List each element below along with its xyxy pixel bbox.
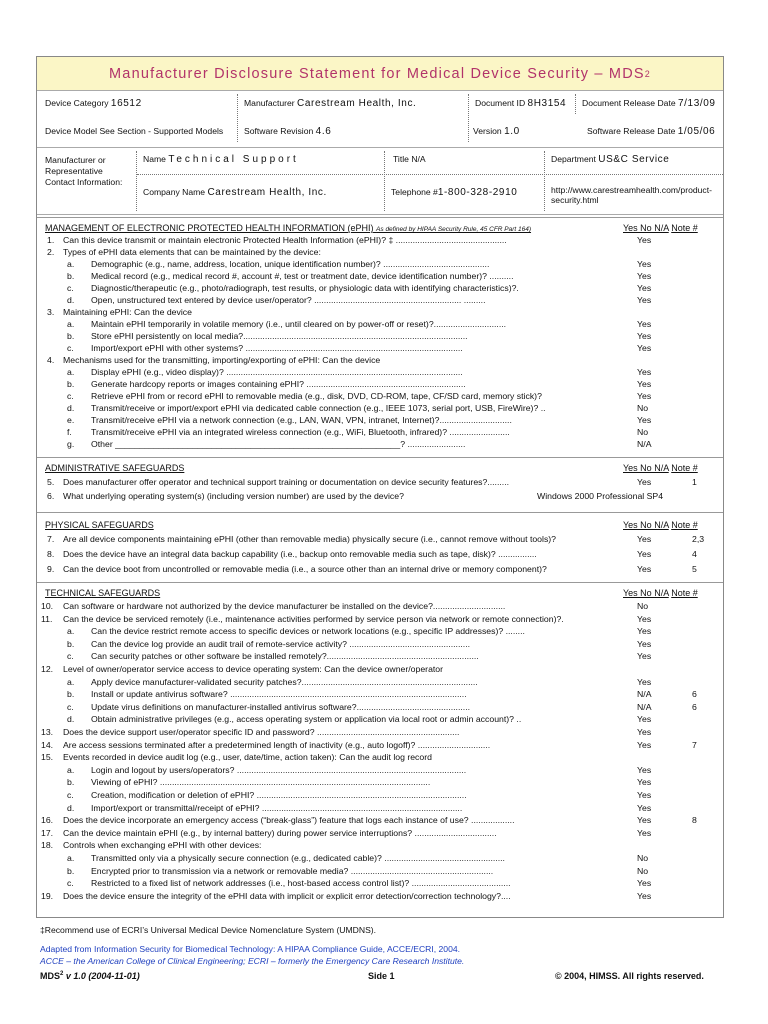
question-row [37,477,723,489]
question-number: 15. [41,752,54,763]
question-text: Level of owner/operator service access to device operating system: Can the device owner/operator [63,664,444,674]
answer-columns: Yes No N/A Note # [623,223,698,233]
question-number: 11. [41,613,53,624]
note-number: 8 [692,815,697,826]
divider [468,94,469,142]
question-row [37,367,723,379]
question-row [37,283,723,295]
question-row [37,403,723,415]
question-number: b. [67,271,75,281]
question-text: Can the device be serviced remotely (i.e., maintenance activities performed by service person via network or remote connection)?. [63,613,564,624]
note-number: 5 [692,564,697,574]
manufacturer: Manufacturer Carestream Health, Inc. [244,98,417,109]
question-number: 5. [47,477,55,487]
question-row [37,491,723,503]
answer-value: Yes [637,626,652,637]
question-row [37,815,723,827]
question-number: c. [67,391,74,401]
question-text: Mechanisms used for the transmitting, importing/exporting of ePHI: Can the device [63,355,381,365]
version: Version 1.0 [473,126,520,137]
answer-columns: Yes No N/A Note # [623,520,698,530]
answer-value: Yes [637,714,652,725]
section-heading: MANAGEMENT OF ELECTRONIC PROTECTED HEALTH INFORMATION (ePHI) As defined by HIPAA Security Rule, 45 CFR Part 164) [45,223,532,233]
question-number: c. [67,878,74,889]
question-row [37,828,723,840]
footer-page: Side 1 [368,971,395,981]
answer-value: Yes [637,727,652,737]
contact-block [37,147,723,215]
answer-value: Yes [637,259,652,269]
question-text: Open, unstructured text entered by device user/operator? ............................................................. ......... [91,295,486,305]
question-row [37,564,723,576]
question-row [37,601,723,613]
question-row [37,639,723,651]
question-number: b. [67,379,75,389]
question-text: What underlying operating system(s) (including version number) are used by the device? [63,491,404,501]
question-number: b. [67,331,75,341]
question-text: Import/export ePHI with other systems? .......................................................................................... [91,343,463,353]
answer-value: Yes [637,319,652,329]
question-number: d. [67,295,75,305]
question-row [37,307,723,319]
question-text: Apply device manufacturer-validated security patches?......................................................................... [91,676,478,687]
question-row [37,534,723,546]
question-row [37,247,723,259]
software-revision: Software Revision 4.6 [244,126,332,137]
question-row [37,626,723,638]
device-info-block [37,90,723,148]
question-row [37,549,723,561]
answer-value: N/A [637,689,652,700]
question-text: Viewing of ePHI? ................................................................................................................ [91,777,431,788]
question-text: Install or update antivirus software? .................................................................................................. [91,689,467,700]
question-row [37,427,723,439]
divider [544,151,545,211]
question-text: Can the device maintain ePHI (e.g., by internal battery) during power service interruptions? .................................. [63,827,497,838]
section-ephi [37,217,723,458]
question-text: Transmit/receive ePHI via an integrated wireless connection (e.g., WiFi, Bluetooth, infrared)? ......................... [91,427,510,437]
acronym-note: ACCE – the American College of Clinical Engineering; ECRI – formerly the Emergency Care Research Institute. [40,956,465,966]
question-row [37,853,723,865]
question-text: Types of ePHI data elements that can be maintained by the device: [63,247,321,257]
answer-value: No [637,403,649,413]
footer-version: MDS$^2$ v 1.0 (2004-11-01) [40,971,140,981]
answer-value: No [637,853,649,863]
section-heading: TECHNICAL SAFEGUARDS [45,588,161,598]
question-text: Display ePHI (e.g., video display)? .................................................................................................. [91,367,463,377]
question-number: 18. [41,840,54,851]
question-text: Does the device support user/operator specific ID and password? ........................................................... [63,727,460,737]
question-text: Maintain ePHI temporarily in volatile memory (i.e., until cleared on by power-off or reset)?.............................. [91,319,507,329]
question-text: Encrypted prior to transmission via a network or removable media? ........................................................... [91,865,494,876]
answer-value: Yes [637,777,652,788]
question-row [37,840,723,852]
question-text: Does the device ensure the integrity of the ePHI data with implicit or explicit error detection/correction technology?.... [63,890,511,901]
answer-value: Yes [637,271,652,281]
answer-value: N/A [637,439,652,449]
divider [384,151,385,211]
question-number: c. [67,343,74,353]
question-number: 12. [41,664,54,674]
question-number: 2. [47,247,55,257]
question-text: Are access sessions terminated after a predetermined length of inactivity (e.g., auto logoff)? .............................. [63,739,491,750]
question-text: Medical record (e.g., medical record #, account #, test or treatment date, device identification number)? .......... [91,271,514,281]
question-text: Generate hardcopy reports or images containing ePHI? .................................................................. [91,379,466,389]
answer-value: Yes [637,379,652,389]
answer-value: Yes [637,331,652,341]
question-row [37,765,723,777]
question-row [37,271,723,283]
question-row [37,727,723,739]
answer-columns: Yes No N/A Note # [623,588,698,598]
note-number: 1 [692,477,697,487]
question-row [37,702,723,714]
question-row [37,891,723,903]
question-number: c. [67,701,74,712]
answer-value: Yes [637,391,652,401]
question-number: c. [67,651,74,662]
question-row [37,259,723,271]
question-number: a. [67,367,75,377]
question-text: Transmitted only via a physically secure connection (e.g., dedicated cable)? .................................................. [91,853,505,863]
question-text: Transmit/receive or import/export ePHI via dedicated cable connection (e.g., IEEE 1073, serial port, USB, FireWire)? .. [91,403,546,413]
question-number: a. [67,319,75,329]
question-number: c. [67,283,74,293]
question-number: c. [67,790,74,800]
device-model: Device Model See Section - Supported Models [45,126,224,136]
question-text: Retrieve ePHI from or record ePHI to removable media (e.g., disk, DVD, CD-ROM, tape, CF/SD card, memory stick)? [91,391,542,401]
contact-title: Title N/A [393,154,426,164]
divider [575,94,576,114]
question-text: Login and logout by users/operators? ............................................................................................... [91,764,467,775]
question-number: d. [67,403,75,413]
question-number: f. [67,427,72,437]
question-text: Does manufacturer offer operator and technical support training or documentation on device security features?......... [63,477,510,487]
question-row [37,379,723,391]
question-text: Update virus definitions on manufacturer-installed antivirus software?............................................... [91,701,471,712]
question-number: g. [67,439,75,449]
question-number: 9. [47,564,55,574]
contact-label: Manufacturer or Representative Contact Information: [45,155,123,187]
question-text: Does the device incorporate an emergency access (“break-glass”) feature that logs each instance of use? .................. [63,815,515,826]
question-number: 10. [41,601,54,611]
answer-value: Yes [637,878,652,889]
adapted-from: Adapted from Information Security for Biomedical Technology: A HIPAA Compliance Guide, ACCE/ECRI, 2004. [40,944,461,954]
question-row [37,803,723,815]
footnote: ‡Recommend use of ECRI’s Universal Medical Device Nomenclature System (UMDNS). [40,925,377,935]
question-number: b. [67,638,75,649]
question-text: Import/export or transmittal/receipt of ePHI? ................................................................................... [91,802,463,813]
answer-value: Yes [637,367,652,377]
question-row [37,295,723,307]
question-row [37,777,723,789]
company-name: Company Name Carestream Health, Inc. [143,187,327,198]
question-number: d. [67,714,75,725]
footer-copyright: © 2004, HIMSS. All rights reserved. [555,971,704,981]
question-text: Does the device have an integral data backup capability (i.e., backup onto removable media such as tape, disk)? ................ [63,549,537,559]
question-number: b. [67,865,75,876]
question-number: a. [67,626,75,637]
question-text: Can software or hardware not authorized by the device manufacturer be installed on the device?.............................. [63,601,506,611]
answer-value: Yes [637,564,652,574]
question-row [37,790,723,802]
question-row [37,235,723,247]
question-text: Restricted to a fixed list of network addresses (i.e., host-based access control list)? ......................................... [91,878,511,889]
question-text: Can this device transmit or maintain electronic Protected Health Information (ePHI)? ‡ .............................................. [63,235,507,245]
note-number: 4 [692,549,697,559]
answer-value: N/A [637,701,652,712]
answer-value: Yes [637,549,652,559]
question-number: b. [67,777,75,788]
answer-columns: Yes No N/A Note # [623,463,698,473]
question-row [37,866,723,878]
question-text: Transmit/receive ePHI via a network connection (e.g., LAN, WAN, VPN, intranet, Internet)?.............................. [91,415,512,425]
question-row [37,415,723,427]
question-text: Can the device log provide an audit trail of remote-service activity? .................................................. [91,638,471,649]
answer-value: No [637,865,649,876]
question-row [37,677,723,689]
question-row [37,878,723,890]
question-number: a. [67,676,75,687]
question-number: 4. [47,355,55,365]
question-text: Other ___________________________________________________________? ........................ [91,439,466,449]
question-text: Controls when exchanging ePHI with other devices: [63,840,262,851]
question-row [37,752,723,764]
form-frame [36,56,724,918]
question-number: a. [67,259,75,269]
question-number: 16. [41,815,54,826]
question-row [37,319,723,331]
answer-value: Yes [637,613,652,624]
answer-value: Yes [637,283,652,293]
question-row [37,714,723,726]
section-heading: ADMINISTRATIVE SAFEGUARDS [45,463,185,473]
question-text: Can the device boot from uncontrolled or removable media (i.e., a source other than an internal drive or memory component)? [63,564,547,574]
answer-value: Yes [637,638,652,649]
question-row [37,664,723,676]
question-text: Diagnostic/therapeutic (e.g., photo/radiograph, test results, or physiologic data with identifying characteristics)?. [91,283,519,293]
answer-value: Yes [637,651,652,662]
divider [136,151,137,211]
question-number: a. [67,764,75,775]
question-number: d. [67,802,75,813]
answer-value: Windows 2000 Professional SP4 [537,491,664,501]
note-number: 6 [692,701,697,712]
note-number: 6 [692,689,697,700]
answer-value: Yes [637,676,652,687]
question-text: Demographic (e.g., name, address, location, unique identification number)? ............................................ [91,259,490,269]
question-number: 3. [47,307,55,317]
answer-value: Yes [637,343,652,353]
question-text: Can the device restrict remote access to specific devices or network locations (e.g., specific IP addresses)? ........ [91,626,525,637]
question-number: a. [67,853,75,863]
answer-value: Yes [637,890,652,901]
section-heading: PHYSICAL SAFEGUARDS [45,520,154,530]
support-url[interactable]: http://www.carestreamhealth.com/product- security.html [551,185,712,205]
answer-value: Yes [637,534,652,544]
section-physical [37,512,723,583]
answer-value: Yes [637,235,652,245]
question-row [37,343,723,355]
question-row [37,651,723,663]
question-row [37,439,723,451]
question-number: 1. [47,235,55,245]
answer-value: No [637,427,649,437]
telephone: Telephone #1-800-328-2910 [391,187,518,198]
note-number: 2,3 [692,534,705,544]
question-row [37,391,723,403]
document-id: Document ID 8H3154 [475,98,567,109]
answer-value: Yes [637,790,652,800]
answer-value: Yes [637,295,652,305]
answer-value: Yes [637,827,652,838]
question-number: e. [67,415,75,425]
question-number: 17. [41,827,54,838]
answer-value: Yes [637,815,652,826]
question-text: Maintaining ePHI: Can the device [63,307,192,317]
question-row [37,740,723,752]
section-technical [37,582,723,918]
question-number: 14. [41,739,54,750]
divider [237,94,238,142]
answer-value: Yes [637,739,652,750]
question-number: 6. [47,491,55,501]
question-text: Are all device components maintaining ePHI (other than removable media) physically secure (i.e., cannot remove without tools)? [63,534,557,544]
question-row [37,331,723,343]
question-number: 19. [41,890,54,901]
question-row [37,689,723,701]
answer-value: No [637,601,649,611]
answer-value: Yes [637,415,652,425]
question-text: Can security patches or other software be installed remotely?............................................................... [91,651,479,662]
note-number: 7 [692,739,697,750]
section-administrative [37,457,723,513]
question-number: 8. [47,549,55,559]
question-text: Events recorded in device audit log (e.g., user, date/time, action taken): Can the audit log record [63,752,432,763]
question-text: Creation, modification or deletion of ePHI? ....................................................................................... [91,790,467,800]
question-text: Obtain administrative privileges (e.g., access operating system or application via local root or admin account)? .. [91,714,522,725]
question-row [37,355,723,367]
device-category: Device Category 16512 [45,98,142,109]
answer-value: Yes [637,802,652,813]
software-release-date: Software Release Date 1/05/06 [587,126,716,137]
document-release-date: Document Release Date 7/13/09 [582,98,716,109]
contact-name: Name Technical Support [143,154,299,165]
page-title: Manufacturer Disclosure Statement for Medical Device Security – MDS 2 [37,57,723,91]
answer-value: Yes [637,764,652,775]
question-row [37,614,723,626]
question-number: b. [67,689,75,700]
divider [137,174,723,175]
answer-value: Yes [637,477,652,487]
contact-department: Department US&C Service [551,154,670,165]
question-text: Store ePHI persistently on local media?............................................................................................. [91,331,468,341]
question-number: 13. [41,727,54,737]
question-number: 7. [47,534,55,544]
